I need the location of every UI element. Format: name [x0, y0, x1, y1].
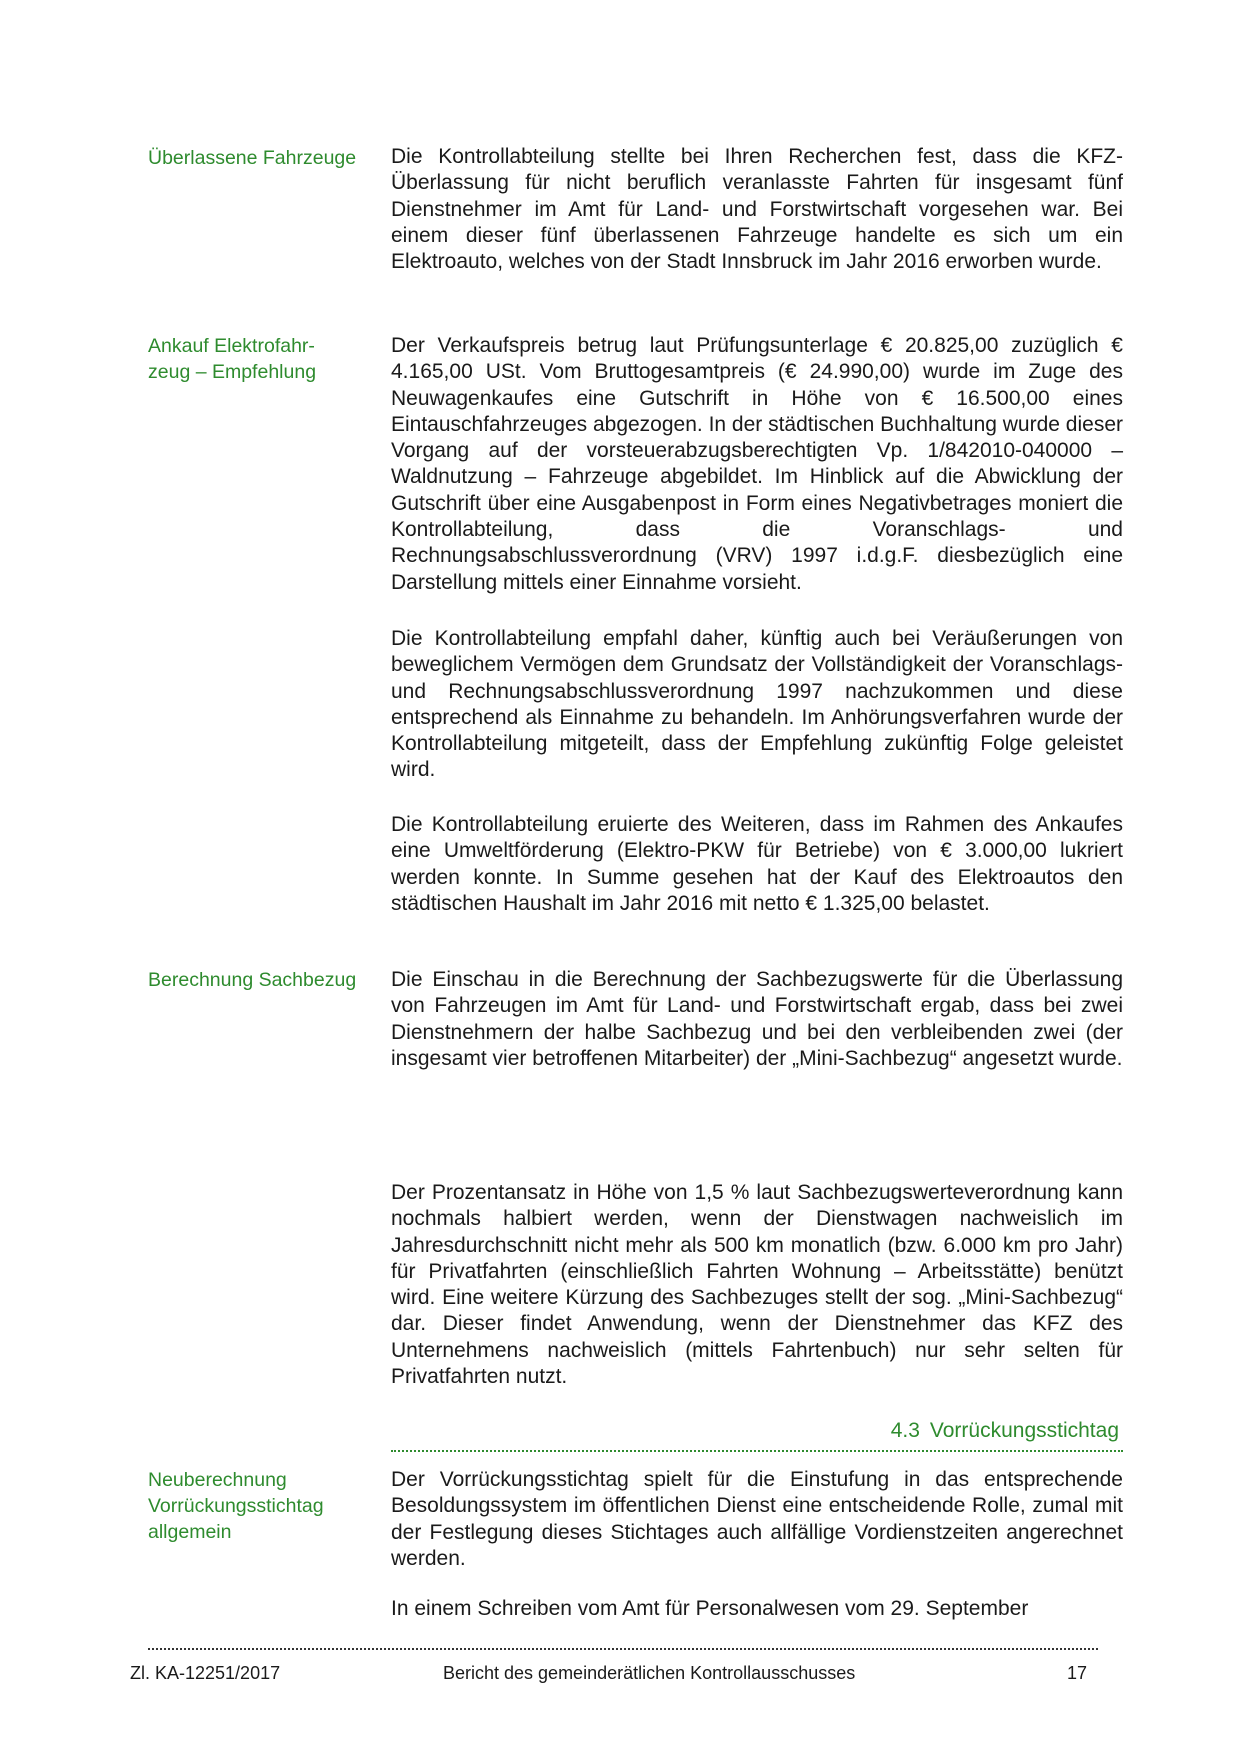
margin-note-ueberlassene-fahrzeuge: Überlassene Fahrzeuge	[148, 147, 357, 169]
margin-note-berechnung-sachbezug: Berechnung Sachbezug	[148, 969, 357, 991]
paragraph-vorrueckungsstichtag: Der Vorrückungsstichtag spielt für die Einstufung in das entsprechende Besoldungssystem im öffentlichen Dienst eine entscheidende Rolle, zumal mit der Festlegung dieses Stichtages auch allfällige Vordienstzeiten angerechnet werden.	[391, 1468, 1123, 1570]
paragraph-ueberlassene-fahrzeuge: Die Kontrollabteilung stellte bei Ihren Recherchen fest, dass die KFZ-Überlassung für nicht beruflich veranlasste Fahrten für insgesamt fünf Dienstnehmer im Amt für Land- und Forstwirtschaft vorgesehen war. Bei einem dieser fünf überlassenen Fahrzeuge handelte es sich um ein Elektroauto, welches von der Stadt Innsbruck im Jahr 2016 erworben wurde.	[391, 145, 1123, 274]
section-heading-text	[391, 1418, 1123, 1444]
section-title: Vorrückungsstichtag	[929, 1419, 1119, 1442]
paragraph-prozentansatz: Der Prozentansatz in Höhe von 1,5 % laut Sachbezugswerteverordnung kann nochmals halbiert werden, wenn der Dienstwagen nachweislich im Jahresdurchschnitt nicht mehr als 500 km monatlich (bzw. 6.000 km pro Jahr) für Privatfahrten (einschließlich Fahrten Wohnung – Arbeitsstätte) benützt wird. Eine weitere Kürzung des Sachbezuges stellt der sog. „Mini-Sachbezug“ dar. Dieser findet Anwendung, wenn der Dienstnehmer das KFZ des Unternehmens nachweislich (mittels Fahrtenbuch) nur sehr selten für Privatfahrten nutzt.	[391, 1181, 1123, 1389]
footer-divider	[148, 1648, 1098, 1650]
paragraph-verkaufspreis: Der Verkaufspreis betrug laut Prüfungsunterlage € 20.825,00 zuzüglich € 4.165,00 USt. Vom Bruttogesamtpreis (€ 24.990,00) wurde im Zuge des Neuwagenkaufes eine Gutschrift in Höhe von € 16.500,00 eines Eintauschfahrzeuges abgezogen. In der städtischen Buchhaltung wurde dieser Vorgang auf der vorsteuerabzugsberechtigten Vp. 1/842010-040000 – Waldnutzung – Fahrzeuge abgebildet. Im Hinblick auf die Abwicklung der Gutschrift über eine Ausgabenpost in Form eines Negativbetrages moniert die Kontrollabteilung, dass die Voranschlags- und Rechnungsabschlussverordnung (VRV) 1997 i.d.g.F. diesbezüglich eine Darstellung mittels einer Einnahme vorsieht.	[391, 334, 1123, 594]
section-heading	[391, 1418, 1123, 1452]
footer-title: Bericht des gemeinderätlichen Kontrollausschusses	[443, 1663, 856, 1683]
paragraph-schreiben-personalwesen: In einem Schreiben vom Amt für Personalwesen vom 29. September	[391, 1597, 1029, 1620]
paragraph-umweltfoerderung: Die Kontrollabteilung eruierte des Weiteren, dass im Rahmen des Ankaufes eine Umweltförderung (Elektro-PKW für Betriebe) von € 3.000,00 lukriert werden konnte. In Summe gesehen hat der Kauf des Elektroautos den städtischen Haushalt im Jahr 2016 mit netto € 1.325,00 belastet.	[391, 813, 1123, 915]
margin-note-ankauf-elektrofahrzeug: Ankauf Elektrofahr- zeug – Empfehlung	[148, 335, 317, 383]
footer-page-number: 17	[1067, 1663, 1088, 1683]
section-number: 4.3	[890, 1419, 920, 1442]
margin-note-neuberechnung-vorrueckungsstichtag: Neuberechnung Vorrückungsstichtag allgemein	[148, 1469, 324, 1543]
paragraph-sachbezug: Die Einschau in die Berechnung der Sachbezugswerte für die Überlassung von Fahrzeugen im Amt für Land- und Forstwirtschaft ergab, dass bei zwei Dienstnehmern der halbe Sachbezug und bei den verbleibenden zwei (der insgesamt vier betroffenen Mitarbeiter) der „Mini-Sachbezug“ angesetzt wurde.	[391, 968, 1123, 1070]
paragraph-empfehlung: Die Kontrollabteilung empfahl daher, künftig auch bei Veräußerungen von beweglichem Vermögen dem Grundsatz der Vollständigkeit der Voranschlags- und Rechnungsabschlussverordnung 1997 nachzukommen und diese entsprechend als Einnahme zu behandeln. Im Anhörungsverfahren wurde der Kontrollabteilung mitgeteilt, dass der Empfehlung zukünftig Folge geleistet wird.	[391, 627, 1123, 782]
footer-reference: Zl. KA-12251/2017	[130, 1663, 281, 1683]
